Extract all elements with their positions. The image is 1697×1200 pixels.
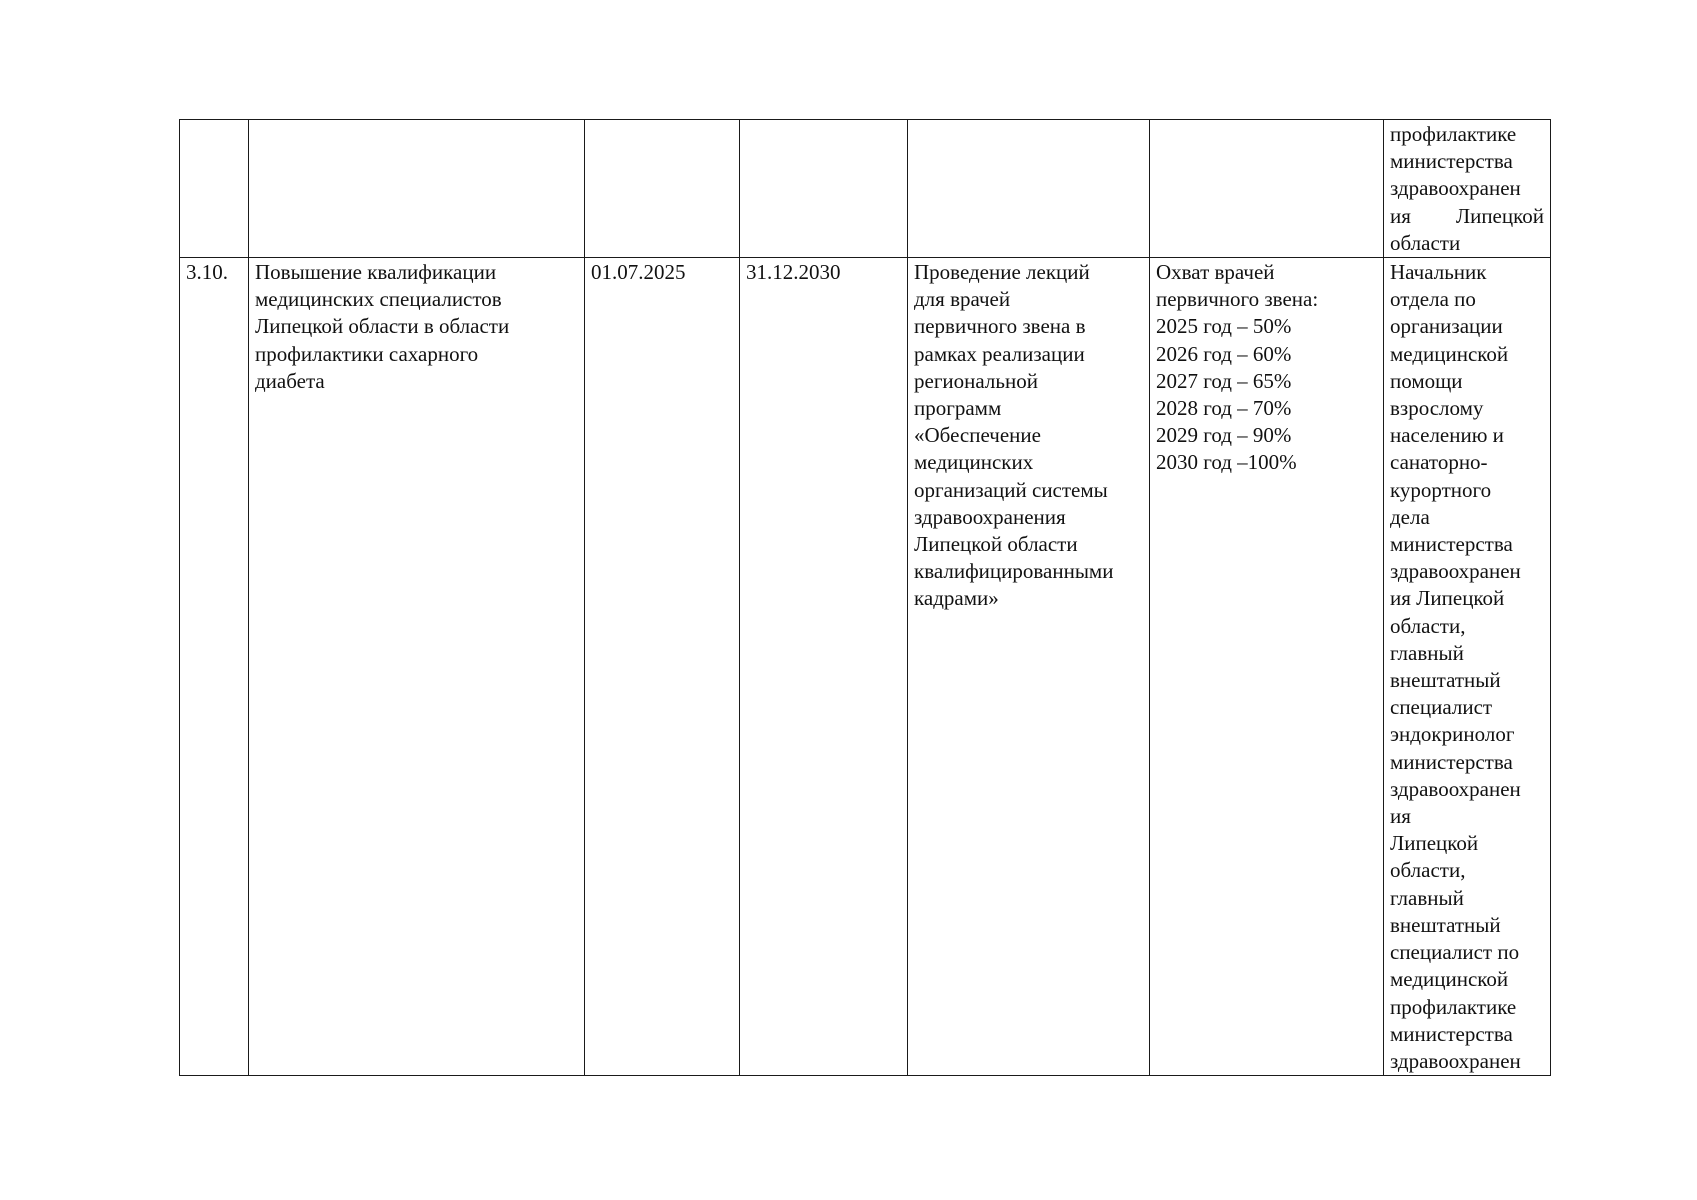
- responsible-line: министерства: [1390, 149, 1513, 174]
- indicator-line: 2026 год – 60%: [1156, 341, 1292, 366]
- action-line: медицинских: [914, 450, 1034, 475]
- indicator-cell: [1150, 120, 1384, 258]
- end-date-cell: [740, 120, 908, 258]
- event-line: профилактики сахарного: [255, 341, 479, 366]
- responsible-line: организации: [1390, 314, 1503, 339]
- responsible-line: министерства: [1390, 532, 1513, 557]
- measures-table: [179, 119, 1551, 1076]
- responsible-line: Начальник: [1390, 260, 1487, 285]
- responsible-line: специалист по: [1390, 940, 1520, 965]
- responsible-line: здравоохранен: [1390, 176, 1521, 201]
- action-line: «Обеспечение: [914, 423, 1041, 448]
- responsible-line: санаторно-: [1390, 450, 1488, 475]
- responsible-line: здравоохранен: [1390, 776, 1521, 801]
- indicator-line: 2027 год – 65%: [1156, 368, 1292, 393]
- end-date-cell: [740, 258, 908, 1076]
- responsible-line: отдела по: [1390, 287, 1476, 312]
- responsible-line: эндокринолог: [1390, 722, 1515, 747]
- responsible-cell: [1384, 258, 1551, 1076]
- action-line: Липецкой области: [914, 532, 1078, 557]
- action-line: Проведение лекций: [914, 260, 1090, 285]
- responsible-line: главный: [1390, 885, 1464, 910]
- action-line: региональной: [914, 368, 1038, 393]
- responsible-line: населению и: [1390, 423, 1504, 448]
- responsible-line: внештатный: [1390, 912, 1501, 937]
- action-line: программ: [914, 396, 1002, 421]
- start-date-cell: [585, 120, 740, 258]
- responsible-line: главный: [1390, 640, 1464, 665]
- action-line: первичного звена в: [914, 314, 1086, 339]
- start-date-cell: [585, 258, 740, 1076]
- responsible-line: курортного: [1390, 477, 1492, 502]
- table-row-continued: [180, 120, 1551, 258]
- responsible-line: области,: [1390, 613, 1466, 638]
- action-line: кадрами»: [914, 586, 999, 611]
- responsible-line: здравоохранен: [1390, 559, 1521, 584]
- responsible-line: внештатный: [1390, 668, 1501, 693]
- responsible-line: министерства: [1390, 749, 1513, 774]
- responsible-line: медицинской: [1390, 967, 1509, 992]
- end-date: 31.12.2030: [746, 260, 841, 285]
- indicator-line: 2025 год – 50%: [1156, 314, 1292, 339]
- action-cell: [908, 120, 1150, 258]
- action-cell: [908, 258, 1150, 1076]
- responsible-line: Липецкой: [1390, 831, 1479, 856]
- event-cell: [249, 258, 585, 1076]
- responsible-line: ия: [1390, 804, 1411, 829]
- responsible-line: ия Липецкой: [1390, 586, 1505, 611]
- start-date: 01.07.2025: [591, 260, 686, 285]
- responsible-line: помощи: [1390, 368, 1463, 393]
- responsible-line: области,: [1390, 858, 1466, 883]
- event-cell: [249, 120, 585, 258]
- indicator-line: 2028 год – 70%: [1156, 396, 1292, 421]
- row-number: 3.10.: [186, 260, 228, 285]
- responsible-line: области: [1390, 230, 1461, 255]
- responsible-line: профилактике: [1390, 122, 1517, 146]
- indicator-line: Охват врачей: [1156, 260, 1275, 285]
- indicator-line: 2029 год – 90%: [1156, 423, 1292, 448]
- responsible-line: специалист: [1390, 695, 1493, 720]
- event-line: медицинских специалистов: [255, 287, 502, 312]
- action-line: для врачей: [914, 287, 1011, 312]
- responsible-line: взрослому: [1390, 396, 1484, 421]
- responsible-line: здравоохранен: [1390, 1048, 1521, 1073]
- event-line: Повышение квалификации: [255, 260, 497, 285]
- indicator-cell: [1150, 258, 1384, 1076]
- action-line: рамках реализации: [914, 341, 1085, 366]
- table-row-3-10: [180, 258, 1551, 1076]
- responsible-line: медицинской: [1390, 341, 1509, 366]
- number-cell: [180, 120, 249, 258]
- responsible-cell: [1384, 120, 1551, 258]
- number-cell: [180, 258, 249, 1076]
- responsible-line: ия Липецкой: [1390, 203, 1544, 228]
- action-line: организаций системы: [914, 477, 1108, 502]
- action-line: здравоохранения: [914, 504, 1066, 529]
- responsible-line: министерства: [1390, 1021, 1513, 1046]
- indicator-line: первичного звена:: [1156, 287, 1319, 312]
- indicator-line: 2030 год –100%: [1156, 450, 1297, 475]
- event-line: диабета: [255, 368, 325, 393]
- action-line: квалифицированными: [914, 559, 1114, 584]
- responsible-line: дела: [1390, 504, 1430, 529]
- responsible-line: профилактике: [1390, 994, 1517, 1019]
- event-line: Липецкой области в области: [255, 314, 510, 339]
